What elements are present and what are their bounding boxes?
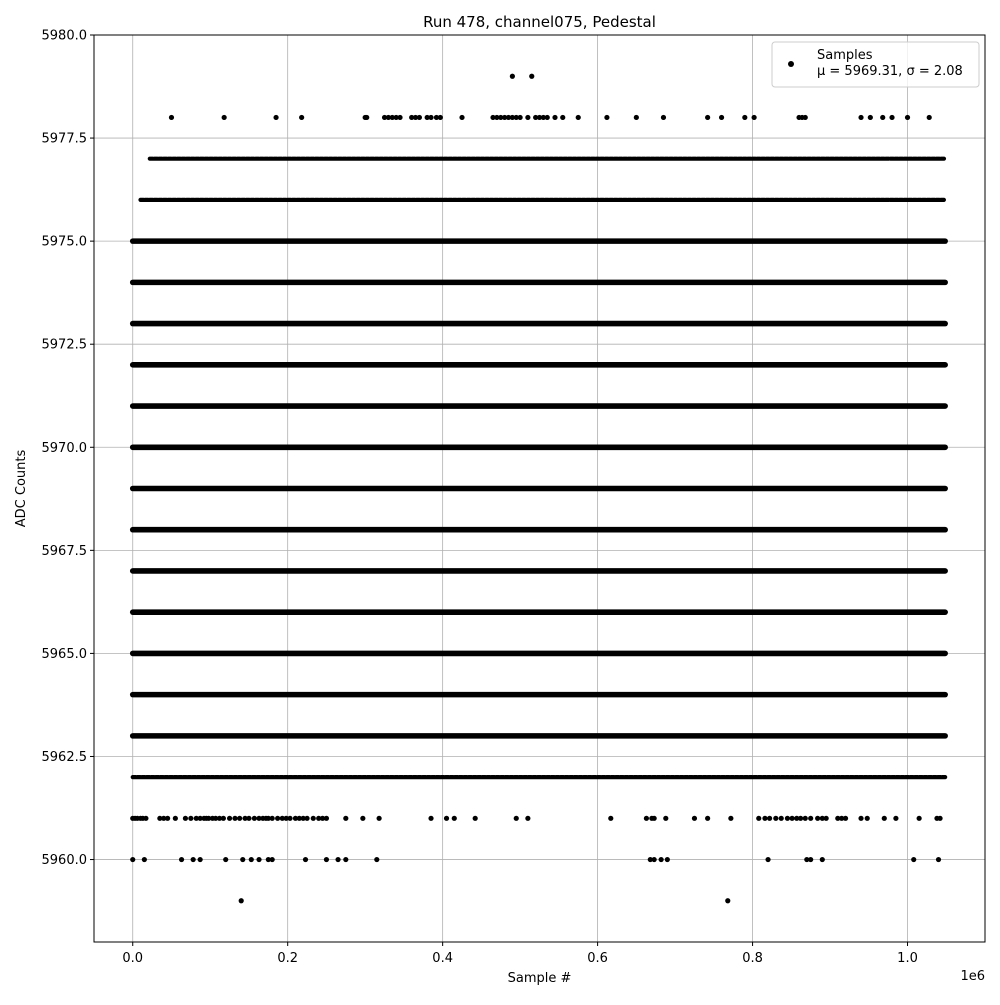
sample-point (608, 816, 613, 821)
sample-point (165, 816, 170, 821)
sample-point (803, 115, 808, 120)
sample-point (240, 857, 245, 862)
sample-point (911, 857, 916, 862)
sample-point (665, 857, 670, 862)
sample-point (364, 115, 369, 120)
sample-point (303, 857, 308, 862)
sample-point (304, 816, 309, 821)
sample-point (765, 857, 770, 862)
chart-title: Run 478, channel075, Pedestal (423, 13, 656, 31)
sample-point (560, 115, 565, 120)
sample-point (843, 816, 848, 821)
legend-series-name: Samples (817, 48, 873, 63)
sample-point (397, 115, 402, 120)
sample-point (273, 115, 278, 120)
y-tick-label: 5970.0 (41, 440, 87, 456)
y-axis-label: ADC Counts (14, 449, 29, 528)
sample-point (311, 816, 316, 821)
sample-point (270, 816, 275, 821)
sample-point (173, 816, 178, 821)
x-tick-label: 0.8 (742, 951, 763, 966)
sample-point (459, 115, 464, 120)
sample-point (661, 115, 666, 120)
x-tick-label: 0.4 (432, 951, 453, 966)
sample-point (525, 115, 530, 120)
sample-point (514, 816, 519, 821)
sample-point (179, 857, 184, 862)
sample-point (858, 115, 863, 120)
y-tick-label: 5977.5 (41, 131, 87, 147)
sample-point (779, 816, 784, 821)
sample-point (552, 115, 557, 120)
sample-point (663, 816, 668, 821)
sample-point (692, 816, 697, 821)
legend-series-stats: μ = 5969.31, σ = 2.08 (817, 64, 963, 79)
sample-point (634, 115, 639, 120)
sample-point (169, 115, 174, 120)
y-tick-label: 5980.0 (41, 28, 87, 44)
y-tick-label: 5965.0 (41, 646, 87, 662)
sample-point (889, 115, 894, 120)
sample-point (545, 115, 550, 120)
sample-point (529, 74, 534, 79)
sample-point (473, 816, 478, 821)
sample-point (705, 816, 710, 821)
sample-point (198, 857, 203, 862)
sample-point (232, 816, 237, 821)
sample-point (927, 115, 932, 120)
sample-point (773, 816, 778, 821)
x-axis-offset-label: 1e6 (960, 969, 985, 984)
sample-point (936, 857, 941, 862)
sample-point (275, 816, 280, 821)
sample-point (652, 816, 657, 821)
sample-point (249, 857, 254, 862)
sample-point (808, 857, 813, 862)
sample-point (659, 857, 664, 862)
sample-point (762, 816, 767, 821)
sample-point (798, 816, 803, 821)
sample-point (893, 816, 898, 821)
sample-point (452, 816, 457, 821)
sample-point (705, 115, 710, 120)
sample-point (324, 857, 329, 862)
sample-point (742, 115, 747, 120)
data-points (130, 74, 945, 904)
sample-point (803, 816, 808, 821)
sample-point (820, 857, 825, 862)
sample-point (644, 816, 649, 821)
y-tick-label: 5960.0 (41, 853, 87, 869)
sample-point (865, 816, 870, 821)
y-tick-label: 5962.5 (41, 749, 87, 765)
sample-point (143, 816, 148, 821)
sample-point (287, 816, 292, 821)
sample-point (377, 816, 382, 821)
x-tick-label: 0.6 (587, 951, 608, 966)
sample-point (256, 857, 261, 862)
sample-point (576, 115, 581, 120)
sample-point (252, 816, 257, 821)
sample-point (604, 115, 609, 120)
sample-point (324, 816, 329, 821)
sample-point (880, 115, 885, 120)
sample-point (789, 816, 794, 821)
y-tick-label: 5972.5 (41, 337, 87, 353)
legend-marker (788, 61, 794, 67)
sample-point (767, 816, 772, 821)
sample-point (525, 816, 530, 821)
sample-point (222, 115, 227, 120)
sample-point (270, 857, 275, 862)
sample-point (246, 816, 251, 821)
sample-point (824, 816, 829, 821)
sample-point (227, 816, 232, 821)
sample-point (191, 857, 196, 862)
sample-point (343, 857, 348, 862)
sample-point (917, 816, 922, 821)
sample-point (652, 857, 657, 862)
sample-point (728, 816, 733, 821)
sample-point (343, 816, 348, 821)
sample-point (417, 115, 422, 120)
sample-point (444, 816, 449, 821)
sample-point (223, 857, 228, 862)
sample-point (905, 115, 910, 120)
sample-point (335, 857, 340, 862)
sample-point (130, 857, 135, 862)
sample-point (239, 898, 244, 903)
x-axis-label: Sample # (507, 971, 572, 986)
sample-point (183, 816, 188, 821)
sample-point (719, 115, 724, 120)
sample-point (785, 816, 790, 821)
sample-point (752, 115, 757, 120)
sample-point (438, 115, 443, 120)
sample-point (868, 115, 873, 120)
sample-point (374, 857, 379, 862)
sample-point (188, 816, 193, 821)
sample-point (882, 816, 887, 821)
sample-point (360, 816, 365, 821)
sample-point (858, 816, 863, 821)
legend (772, 42, 979, 87)
sample-point (815, 816, 820, 821)
x-tick-label: 0.0 (122, 951, 144, 966)
sample-point (142, 857, 147, 862)
sample-point (428, 816, 433, 821)
sample-point (510, 74, 515, 79)
sample-point (518, 115, 523, 120)
sample-point (428, 115, 433, 120)
sample-point (221, 816, 226, 821)
sample-point (237, 816, 242, 821)
sample-point (937, 816, 942, 821)
x-tick-label: 0.2 (277, 951, 299, 966)
sample-point (299, 115, 304, 120)
sample-point (725, 898, 730, 903)
y-tick-label: 5967.5 (41, 543, 87, 559)
x-tick-label: 1.0 (897, 951, 918, 966)
sample-point (756, 816, 761, 821)
sample-point (808, 816, 813, 821)
y-tick-label: 5975.0 (41, 234, 87, 250)
